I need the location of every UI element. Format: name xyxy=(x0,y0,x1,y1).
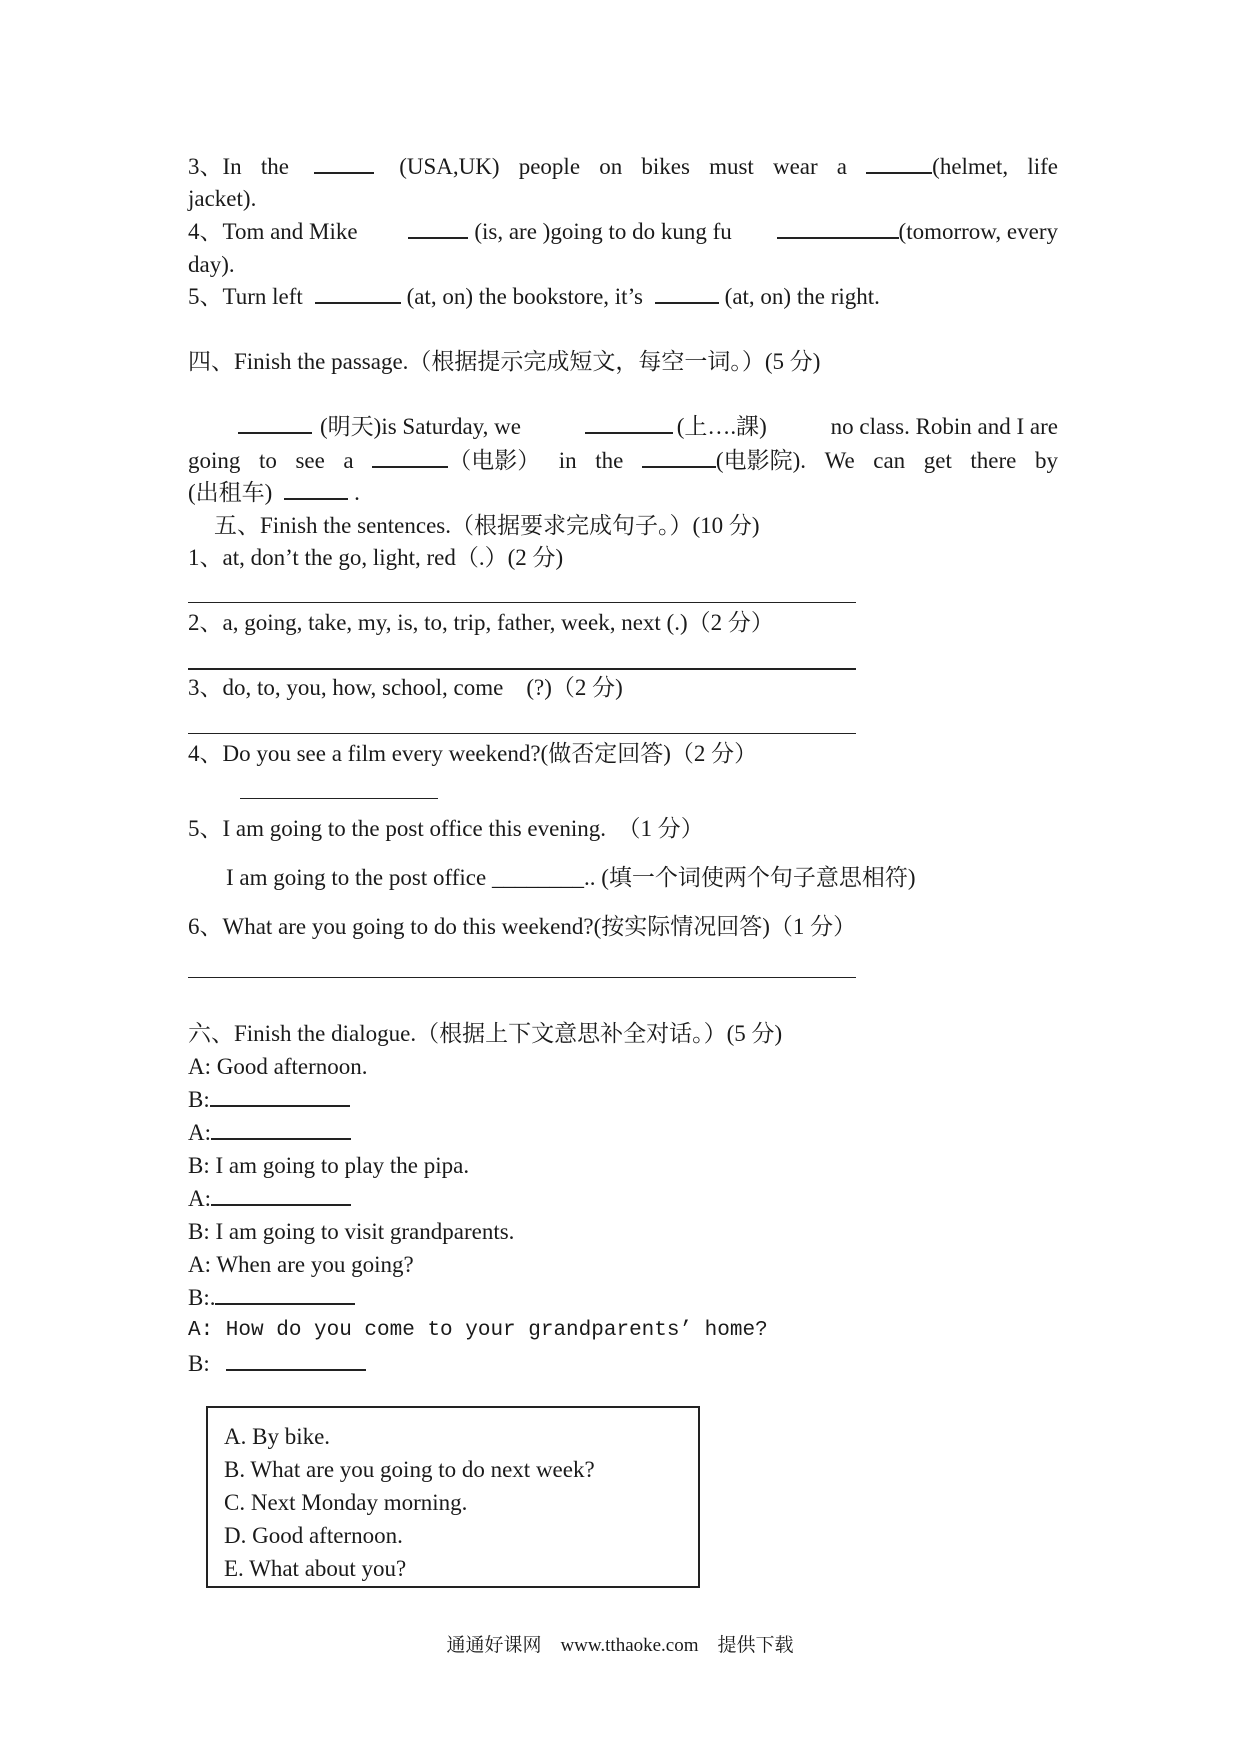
s5-question-3: 3、do, to, you, how, school, come (?)（2 分) xyxy=(188,675,623,700)
option-b: B. What are you going to do next week? xyxy=(224,1457,595,1482)
passage-word: (电影院). xyxy=(715,448,806,473)
q5-blank-1[interactable] xyxy=(315,282,401,304)
dialogue-line xyxy=(188,1349,366,1379)
q3-word: a xyxy=(836,154,848,179)
dialogue-blank-2[interactable] xyxy=(211,1118,351,1140)
section6-heading: 六、Finish the dialogue.（根据上下文意思补全对话。）(5 分) xyxy=(188,1021,783,1046)
passage-word: the xyxy=(595,448,624,473)
passage-word: We xyxy=(824,448,855,473)
q5-post: (at, on) the right. xyxy=(724,284,880,309)
q3-word: must xyxy=(709,154,754,179)
dialogue-line xyxy=(188,1184,351,1214)
s5-answer-line-6[interactable] xyxy=(188,977,856,978)
passage-blank-taxi[interactable] xyxy=(284,478,348,500)
dialogue-text: B: xyxy=(188,1351,210,1376)
q3-word: (helmet, xyxy=(932,154,1009,179)
q3-blank-2[interactable] xyxy=(866,152,932,174)
q4-prefix: 4、Tom and Mike xyxy=(188,219,358,244)
q3-word: life xyxy=(1027,154,1058,179)
dialogue-line xyxy=(188,1283,355,1313)
q3-word: (USA,UK) xyxy=(399,154,500,179)
passage-word: there xyxy=(970,448,1017,473)
q3-line xyxy=(188,152,1058,182)
q3-blank-1[interactable] xyxy=(314,152,374,174)
dialogue-line xyxy=(188,1217,514,1247)
passage-blank-tomorrow[interactable] xyxy=(238,412,312,434)
s5-question-6: 6、What are you going to do this weekend?(按实际情况回答)（1 分） xyxy=(188,914,857,939)
passage-line-1 xyxy=(238,412,1058,442)
s5-question-2: 2、a, going, take, my, is, to, trip, father, week, next (.)（2 分） xyxy=(188,610,774,635)
passage-word: to xyxy=(258,448,277,473)
s5-question-4: 4、Do you see a film every weekend?(做否定回答)（2 分） xyxy=(188,741,758,766)
option-c: C. Next Monday morning. xyxy=(224,1490,468,1515)
passage-line-3 xyxy=(188,478,360,508)
passage-line-2 xyxy=(188,446,1058,476)
s5-question-5: 5、I am going to the post office this evening. （1 分） xyxy=(188,816,704,841)
passage-text: no class. Robin and I are xyxy=(830,414,1058,439)
passage-word: by xyxy=(1034,448,1058,473)
dialogue-line xyxy=(188,1316,768,1346)
dialogue-text: B: I am going to visit grandparents. xyxy=(188,1219,515,1244)
q4-blank-1[interactable] xyxy=(408,217,468,239)
dialogue-line xyxy=(188,1151,469,1181)
passage-text: . xyxy=(354,480,360,505)
dialogue-text: B:. xyxy=(188,1285,216,1310)
option-d: D. Good afternoon. xyxy=(224,1523,403,1548)
dialogue-text: A: xyxy=(188,1186,211,1211)
s5-answer-line-4[interactable] xyxy=(240,798,438,799)
section5-heading: 五、Finish the sentences.（根据要求完成句子。）(10 分) xyxy=(214,513,760,538)
dialogue-blank-4[interactable] xyxy=(215,1283,355,1305)
passage-word: a xyxy=(343,448,354,473)
passage-blank-cinema[interactable] xyxy=(642,446,716,468)
q4-post: (tomorrow, every xyxy=(898,219,1058,244)
q5-prefix: 5、Turn left xyxy=(188,284,303,309)
dialogue-blank-3[interactable] xyxy=(211,1184,351,1206)
q3-word: people xyxy=(518,154,581,179)
passage-word: can xyxy=(873,448,906,473)
q3-word: on xyxy=(599,154,623,179)
passage-word: get xyxy=(923,448,952,473)
passage-word: see xyxy=(295,448,325,473)
footer: 通通好课网 www.tthaoke.com 提供下载 xyxy=(446,1635,794,1656)
passage-word: in xyxy=(558,448,577,473)
dialogue-line xyxy=(188,1085,350,1115)
option-a: A. By bike. xyxy=(224,1424,331,1449)
q5-line xyxy=(188,282,880,312)
dialogue-text: A: xyxy=(188,1120,211,1145)
q3-word: bikes xyxy=(641,154,690,179)
dialogue-blank-1[interactable] xyxy=(210,1085,350,1107)
passage-word: （电影） xyxy=(448,448,541,473)
passage-text: (明天)is Saturday, we xyxy=(320,414,521,439)
q3-word: 3、In xyxy=(188,154,242,179)
passage-text: (出租车) xyxy=(188,480,273,505)
dialogue-text: B: xyxy=(188,1087,210,1112)
dialogue-line xyxy=(188,1052,368,1082)
q5-middle: (at, on) the bookstore, it’s xyxy=(406,284,643,309)
passage-blank-have[interactable] xyxy=(585,412,673,434)
q3-word: the xyxy=(260,154,289,179)
option-e: E. What about you? xyxy=(224,1556,407,1581)
dialogue-text: A: How do you come to your grandparents’ home? xyxy=(188,1319,768,1342)
dialogue-line xyxy=(188,1250,414,1280)
dialogue-line xyxy=(188,1118,351,1148)
q5-blank-2[interactable] xyxy=(655,282,719,304)
section4-heading: 四、Finish the passage.（根据提示完成短文，每空一词。）(5 分) xyxy=(188,349,821,374)
q4-continuation: day). xyxy=(188,252,235,277)
q4-line xyxy=(188,217,1058,247)
dialogue-text: A: Good afternoon. xyxy=(188,1054,368,1079)
s5-question-1: 1、at, don’t the go, light, red（.）(2 分) xyxy=(188,545,564,570)
q3-continuation: jacket). xyxy=(188,186,257,211)
passage-text: (上….課) xyxy=(676,414,767,439)
s5-question-5b: I am going to the post office ________.. (填一个词使两个句子意思相符) xyxy=(226,865,916,890)
q3-word: wear xyxy=(772,154,818,179)
s5-answer-line-3[interactable] xyxy=(188,733,856,734)
passage-word: going xyxy=(188,448,241,473)
options-box xyxy=(206,1406,700,1588)
q4-blank-2[interactable] xyxy=(777,217,899,239)
dialogue-text: A: When are you going? xyxy=(188,1252,414,1277)
s5-answer-line-2[interactable] xyxy=(188,668,856,670)
dialogue-text: B: I am going to play the pipa. xyxy=(188,1153,470,1178)
s5-answer-line-1[interactable] xyxy=(188,602,856,603)
q4-middle: (is, are )going to do kung fu xyxy=(474,219,732,244)
passage-blank-film[interactable] xyxy=(372,446,448,468)
dialogue-blank-5[interactable] xyxy=(226,1349,366,1371)
